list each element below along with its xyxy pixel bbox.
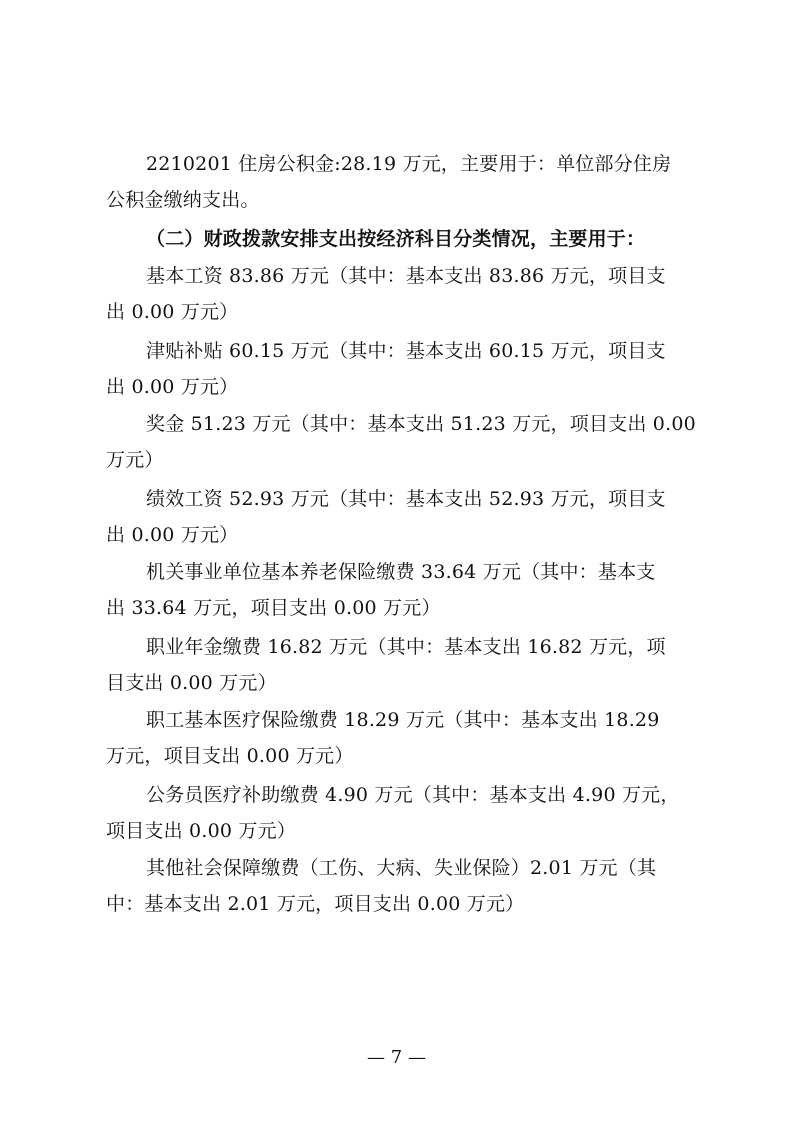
section-heading: （二）财政拨款安排支出按经济科目分类情况，主要用于： [146, 228, 646, 250]
item-basic-salary-line-1: 基本工资 83.86 万元（其中：基本支出 83.86 万元，项目支 [146, 265, 666, 287]
item-basic-salary-line-2: 出 0.00 万元） [106, 301, 239, 323]
item-medical-insurance-line-2: 万元，项目支出 0.00 万元） [106, 745, 354, 767]
item-bonus-line-2: 万元） [106, 449, 164, 471]
item-performance-pay-line-2: 出 0.00 万元） [106, 524, 239, 546]
item-medical-insurance-line-1: 职工基本医疗保险缴费 18.29 万元（其中：基本支出 18.29 [146, 709, 660, 731]
item-pension-insurance-line-2: 出 33.64 万元，项目支出 0.00 万元） [106, 597, 441, 619]
item-other-social-security-line-2: 中：基本支出 2.01 万元，项目支出 0.00 万元） [106, 893, 525, 915]
item-pension-insurance-line-1: 机关事业单位基本养老保险缴费 33.64 万元（其中：基本支 [146, 561, 656, 583]
item-civil-servant-medical-line-2: 项目支出 0.00 万元） [106, 820, 296, 842]
item-allowance-line-2: 出 0.00 万元） [106, 376, 239, 398]
item-occupational-annuity-line-1: 职业年金缴费 16.82 万元（其中：基本支出 16.82 万元，项 [146, 636, 666, 658]
item-occupational-annuity-line-2: 目支出 0.00 万元） [106, 672, 277, 694]
item-performance-pay-line-1: 绩效工资 52.93 万元（其中：基本支出 52.93 万元，项目支 [146, 488, 666, 510]
page-number: — 7 — [367, 1047, 426, 1068]
paragraph-housing-fund-line-1: 2210201 住房公积金:28.19 万元，主要用于：单位部分住房 [146, 153, 672, 175]
item-other-social-security-line-1: 其他社会保障缴费（工伤、大病、失业保险）2.01 万元（其 [146, 857, 657, 879]
paragraph-housing-fund-line-2: 公积金缴纳支出。 [106, 189, 260, 211]
item-allowance-line-1: 津贴补贴 60.15 万元（其中：基本支出 60.15 万元，项目支 [146, 340, 666, 362]
item-bonus-line-1: 奖金 51.23 万元（其中：基本支出 51.23 万元，项目支出 0.00 [146, 413, 696, 435]
item-civil-servant-medical-line-1: 公务员医疗补助缴费 4.90 万元（其中：基本支出 4.90 万元， [146, 784, 680, 806]
